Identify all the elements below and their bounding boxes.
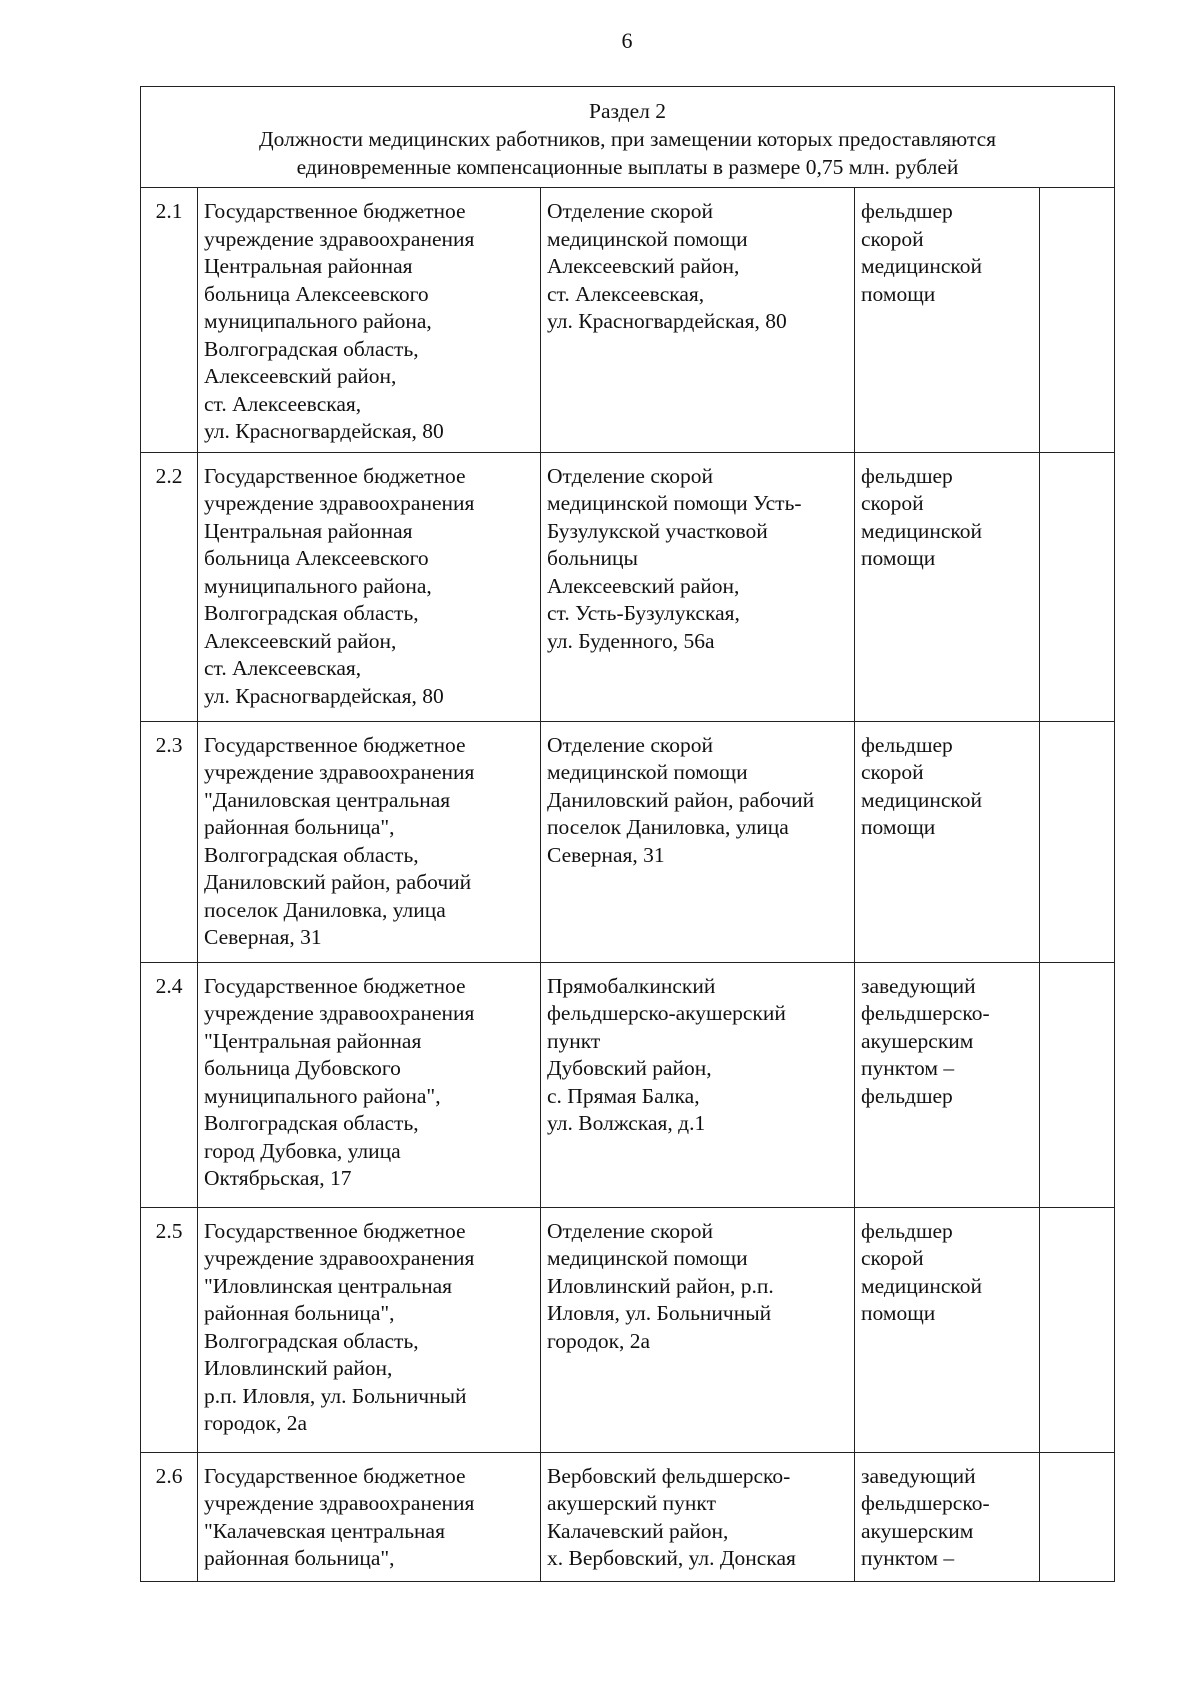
empty-cell [1040,1452,1115,1581]
institution-line: Волгоградская область, [204,1111,419,1135]
institution-line: муниципального района, [204,573,432,598]
empty-cell [1040,962,1115,1207]
position-line: фельдшер [861,1218,953,1243]
institution-cell [198,721,541,962]
department-line: Отделение скорой [547,1218,713,1243]
department-line: медицинской помощи [547,226,748,251]
department-line: медицинской помощи [547,1246,748,1270]
institution-line: ст. Алексеевская, [204,391,362,416]
institution-line: городок, 2а [204,1411,308,1435]
position-cell [855,962,1040,1207]
department-line: Алексеевский район, [547,254,740,278]
institution-line: Государственное бюджетное [204,463,466,488]
institution-line: муниципального района, [204,309,432,333]
institution-line: Октябрьская, 17 [204,1166,352,1190]
institution-line: учреждение здравоохранения [204,1246,475,1270]
department-line: Вербовский фельдшерско- [547,1463,791,1488]
institution-line: больница Дубовского [204,1056,401,1080]
institution-line: город Дубовка, улица [204,1138,401,1163]
institution-cell [198,962,541,1207]
department-line: Калачевский район, [547,1518,729,1543]
department-line: Алексеевский район, [547,573,740,598]
row-number: 2.4 [141,962,198,1207]
position-line: помощи [861,1301,936,1325]
institution-line: "Даниловская центральная [204,787,451,812]
position-line: скорой [861,226,924,251]
position-line: скорой [861,491,924,515]
department-line: медицинской помощи [547,760,748,784]
section-title: Раздел 2 [589,99,666,123]
position-line: медицинской [861,518,982,543]
empty-cell [1040,452,1115,721]
row-number: 2.2 [141,452,198,721]
department-line: поселок Даниловка, улица [547,815,789,839]
position-line: скорой [861,1246,924,1270]
institution-line: поселок Даниловка, улица [204,897,446,922]
table-row [141,1452,1115,1581]
position-line: помощи [861,546,936,570]
row-number: 2.3 [141,721,198,962]
department-line: больницы [547,546,638,570]
position-line: медицинской [861,254,982,278]
position-line: фельдшерско- [861,1491,990,1515]
position-line: акушерским [861,1028,974,1053]
institution-line: Иловлинский район, [204,1356,393,1380]
position-line: заведующий [861,1463,976,1488]
institution-line: муниципального района", [204,1083,441,1108]
institution-line: Волгоградская область, [204,336,419,361]
department-cell [541,1207,855,1452]
department-line: акушерский пункт [547,1491,716,1515]
institution-line: учреждение здравоохранения [204,226,475,251]
institution-line: больница Алексеевского [204,281,429,306]
institution-line: Государственное бюджетное [204,1218,466,1243]
institution-line: Государственное бюджетное [204,732,466,757]
institution-cell [198,452,541,721]
institution-line: "Калачевская центральная [204,1518,445,1543]
department-line: пункт [547,1028,601,1053]
department-cell [541,721,855,962]
section-subtitle-line-2: единовременные компенсационные выплаты в размере 0,75 млн. рублей [296,155,959,179]
position-line: помощи [861,281,936,306]
institution-line: Центральная районная [204,518,413,543]
section-header [141,87,1115,188]
table-row [141,962,1115,1207]
institution-line: ул. Красногвардейская, 80 [204,683,444,708]
department-line: Отделение скорой [547,199,713,223]
position-line: помощи [861,815,936,839]
department-line: Иловля, ул. Больничный [547,1301,772,1325]
department-line: Прямобалкинский [547,973,716,998]
institution-line: р.п. Иловля, ул. Больничный [204,1383,467,1408]
table-row [141,188,1115,453]
position-line: пунктом – [861,1546,955,1570]
institution-line: "Центральная районная [204,1028,422,1053]
department-line: городок, 2а [547,1328,651,1353]
table-row [141,452,1115,721]
institution-line: Волгоградская область, [204,1328,419,1353]
institution-line: учреждение здравоохранения [204,760,475,784]
institution-line: больница Алексеевского [204,546,429,570]
department-line: ст. Алексеевская, [547,281,705,306]
empty-cell [1040,1207,1115,1452]
page-number: 6 [621,28,633,53]
department-line: Бузулукской участковой [547,518,768,543]
position-cell [855,1452,1040,1581]
position-line: пунктом – [861,1056,955,1080]
department-cell [541,188,855,453]
institution-line: Даниловский район, рабочий [204,870,472,894]
empty-cell [1040,721,1115,962]
position-line: фельдшер [861,1083,953,1108]
institution-cell [198,188,541,453]
institution-line: Алексеевский район, [204,364,397,388]
positions-table [140,86,1115,1582]
position-line: заведующий [861,973,976,998]
institution-line: Государственное бюджетное [204,1463,466,1488]
row-number: 2.6 [141,1452,198,1581]
department-line: Отделение скорой [547,732,713,757]
institution-line: Центральная районная [204,254,413,278]
institution-line: ст. Алексеевская, [204,656,362,680]
institution-line: Государственное бюджетное [204,199,466,223]
position-line: медицинской [861,1273,982,1298]
position-line: медицинской [861,787,982,812]
department-line: фельдшерско-акушерский [547,1001,786,1025]
table-row [141,721,1115,962]
department-line: х. Вербовский, ул. Донская [547,1546,796,1570]
institution-cell [198,1207,541,1452]
position-line: фельдшерско- [861,1001,990,1025]
institution-line: Волгоградская область, [204,842,419,867]
position-line: акушерским [861,1518,974,1543]
institution-line: учреждение здравоохранения [204,491,475,515]
institution-line: ул. Красногвардейская, 80 [204,419,444,443]
department-line: ул. Красногвардейская, 80 [547,309,787,333]
department-line: Дубовский район, [547,1056,712,1080]
row-number: 2.5 [141,1207,198,1452]
department-line: Северная, 31 [547,842,665,867]
department-line: медицинской помощи Усть- [547,491,802,515]
department-line: с. Прямая Балка, [547,1083,700,1108]
department-line: Иловлинский район, р.п. [547,1273,774,1298]
institution-line: учреждение здравоохранения [204,1001,475,1025]
department-line: ул. Волжская, д.1 [547,1111,706,1135]
institution-line: Волгоградская область, [204,601,419,625]
position-line: скорой [861,760,924,784]
department-line: Отделение скорой [547,463,713,488]
institution-line: Алексеевский район, [204,628,397,653]
position-cell [855,721,1040,962]
position-cell [855,188,1040,453]
position-cell [855,1207,1040,1452]
institution-line: районная больница", [204,815,395,839]
position-line: фельдшер [861,732,953,757]
position-line: фельдшер [861,199,953,223]
empty-cell [1040,188,1115,453]
department-cell [541,962,855,1207]
section-header-row [141,87,1115,188]
position-line: фельдшер [861,463,953,488]
section-subtitle-line-1: Должности медицинских работников, при замещении которых предоставляются [259,127,997,151]
institution-cell [198,1452,541,1581]
department-line: Даниловский район, рабочий [547,787,815,812]
department-line: ул. Буденного, 56а [547,628,715,653]
department-cell [541,1452,855,1581]
institution-line: учреждение здравоохранения [204,1491,475,1515]
position-cell [855,452,1040,721]
institution-line: Государственное бюджетное [204,973,466,998]
table-row [141,1207,1115,1452]
department-cell [541,452,855,721]
institution-line: районная больница", [204,1546,395,1570]
institution-line: Северная, 31 [204,925,322,949]
institution-line: районная больница", [204,1301,395,1325]
department-line: ст. Усть-Бузулукская, [547,601,740,625]
row-number: 2.1 [141,188,198,453]
institution-line: "Иловлинская центральная [204,1273,453,1298]
